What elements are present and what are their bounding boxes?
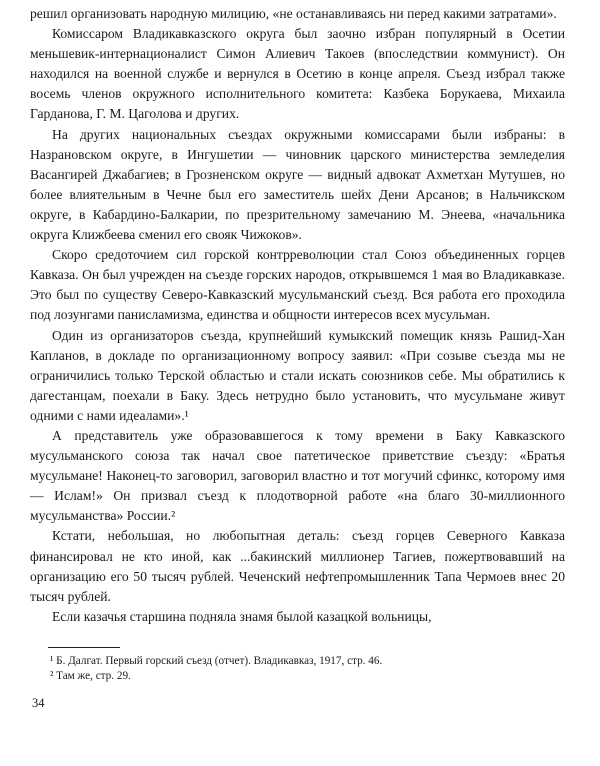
paragraph-baku-representative: А представитель уже образовавшегося к тому времени в Баку Кавказского мусульманского союза так начал свое патетическое приветствие съезду: «Братья мусульмане! Наконец-то заговорил, заговорил властно и тот могучий сфинкс, которому имя — Ислам!» Он призвал съезд к плодотворной работе «на благо 30-миллионного мусульманства» России.² — [30, 427, 565, 524]
footnote-divider — [48, 647, 120, 648]
footnote-1: ¹ Б. Далгат. Первый горский съезд (отчет). Владикавказ, 1917, стр. 46. — [50, 654, 383, 667]
page-number: 34 — [32, 695, 45, 710]
paragraph-takoev: Комиссаром Владикавказского округа был заочно избран популярный в Осетии меньшевик-интернационалист Симон Алиевич Такоев (впоследствии коммунист). Он находился на военной службе и вернулся в Осетию в конце апреля. Съезд избрал также восемь членов окружного исполнительного комитета: Казбека Борукаева, Михаила Гарданова, Г. М. Цаголова и других. — [30, 26, 565, 122]
paragraph-cossack-elders: Если казачья старшина подняла знамя былой казацкой вольницы, — [52, 608, 432, 624]
paragraph-district-commissars: На других национальных съездах окружными комиссарами были избраны: в Назрановском округе, в Ингушетии — чиновник царского министерства земледелия Васангирей Джабагиев; в Грозненском округе — видный адвокат Ахметхан Мутушев, но более влиятельным в Чечне был его заместитель шейх Дени Арсанов; в Нальчикском округе, в Кабардино-Балкарии, по презрительному замечанию М. Энеева, «начальника округа Клижбеева сменил его свояк Чижоков». — [30, 126, 565, 243]
paragraph-continuation: решил организовать народную милицию, «не останавливаясь ни перед какими затратами». — [30, 6, 557, 21]
paragraph-union-of-mountaineers: Скоро средоточием сил горской контрреволюции стал Союз объединенных горцев Кавказа. Он был учрежден на съезде горских народов, открывшемся 1 мая во Владикавказе. Это был по существу Северо-Кавказский мусульманский съезд. Вся работа его проходила под лозунгами панисламизма, единства и общности интересов всех мусульман. — [30, 247, 565, 323]
paragraph-financing: Кстати, небольшая, но любопытная деталь: съезд горцев Северного Кавказа финансировал не кто иной, как ...бакинский миллионер Тагиев, пожертвовавший на организацию его 50 тысяч рублей. Чеченский нефтепромышленник Тапа Чермоев внес 20 тысяч рублей. — [30, 528, 565, 604]
paragraph-kaplanov-speech: Один из организаторов съезда, крупнейший кумыкский помещик князь Рашид-Хан Капланов, в докладе по организационному вопросу заявил: «При созыве съезда мы не ограничились только Терской областью и стали искать союзников себе. Мы обратились к дагестанцам, поехали в Баку. Здесь нетрудно было установить, что мусульмане живут одними с нами идеалами».¹ — [30, 327, 565, 423]
book-page — [30, 4, 565, 711]
footnote-2: ² Там же, стр. 29. — [50, 669, 131, 682]
